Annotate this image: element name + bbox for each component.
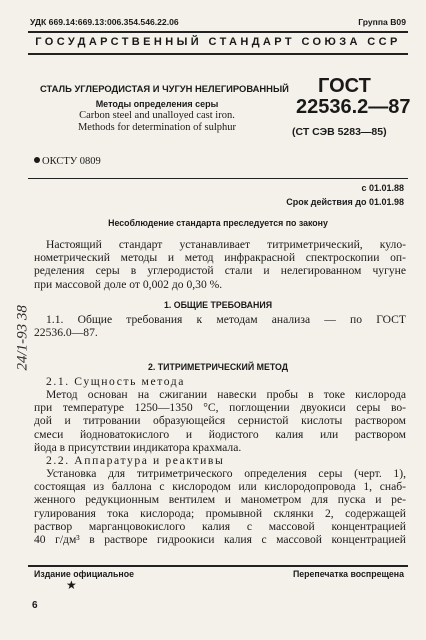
english-title-line-2: Methods for determination of sulphur: [77, 122, 237, 133]
gost-label: ГОСТ: [318, 75, 371, 97]
handwritten-margin-note: 24/1-93 38: [14, 305, 31, 371]
subsection-2-2-line: гулирования тока кислорода; промывной склянки 2, содержащей: [34, 506, 406, 520]
subsection-2-2-paragraph: [34, 467, 406, 546]
intro-line: Настоящий стандарт устанавливает титриметрический, куло-: [46, 238, 406, 251]
footer-rule: [28, 565, 408, 567]
document-subtitle: Методы определения серы: [95, 99, 219, 109]
subsection-2-1-line: смеси йодноватокислого и йодистого калия или раствором: [34, 427, 406, 441]
subsection-2-2-line: Установка для титриметрического определения серы (черт. 1),: [46, 467, 406, 480]
bullet-icon: [34, 157, 40, 163]
gost-number: 22536.2—87: [296, 96, 411, 118]
subsection-2-2-line: состоящая из баллона с кислородом или кислородопровода 1, снаб-: [34, 480, 406, 494]
okstu-code: [34, 156, 101, 167]
intro-line: при массовой доле от 0,002 до 0,30 %.: [34, 277, 223, 291]
page-number: 6: [32, 600, 38, 611]
subsection-2-2-line: 40 г/дм³ в растворе гидроокиси калия с массовой концентрацией: [34, 533, 406, 547]
intro-paragraph: [34, 238, 406, 291]
header-rule-bottom: [28, 53, 408, 55]
section-1-line: 22536.0—87.: [34, 326, 98, 340]
subsection-2-2-heading: 2.2. Аппаратура и реактивы: [46, 454, 225, 467]
subsection-2-1-line: дой и титровании образующейся сернистой кислоты раствором: [34, 414, 406, 428]
star-icon: ★: [66, 578, 77, 592]
udk-code: УДК 669.14:669.13:006.354.546.22.06: [30, 17, 179, 27]
group-code: Группа В09: [358, 17, 406, 27]
subsection-2-1-line: йода в присутствии индикатора крахмала.: [34, 440, 242, 454]
intro-line: нометрический методы и метод инфракрасной спектроскопии оп-: [34, 251, 406, 265]
header-rule-top: [28, 31, 408, 33]
section-1-paragraph: [34, 313, 406, 339]
validity-period: Срок действия до 01.01.98: [286, 197, 404, 207]
legal-warning: Несоблюдение стандарта преследуется по закону: [108, 218, 328, 228]
standard-title: ГОСУДАРСТВЕННЫЙ СТАНДАРТ СОЮЗА ССР: [35, 36, 401, 48]
subsection-2-1-line: при температуре 1250—1350 °С, поглощении двуокиси серы во-: [34, 401, 406, 415]
section-1-heading: 1. ОБЩИЕ ТРЕБОВАНИЯ: [163, 300, 273, 310]
subsection-2-1-paragraph: [34, 388, 406, 454]
intro-line: ределения серы в углеродистой стали и нелегированном чугуне: [34, 264, 406, 278]
dates-rule: [28, 178, 408, 179]
official-edition: Издание официальное: [34, 569, 134, 579]
st-sev-number: (СТ СЭВ 5283—85): [292, 126, 387, 138]
subsection-2-1-line: Метод основан на сжигании навески пробы в токе кислорода: [46, 388, 406, 401]
section-1-line: 1.1. Общие требования к методам анализа — по ГОСТ: [46, 313, 406, 326]
reprint-prohibited: Перепечатка воспрещена: [292, 569, 404, 579]
okstu-text: ОКСТУ 0809: [42, 156, 101, 167]
subsection-2-1-heading: 2.1. Сущность метода: [46, 375, 186, 388]
document-title: СТАЛЬ УГЛЕРОДИСТАЯ И ЧУГУН НЕЛЕГИРОВАННЫЙ: [40, 83, 289, 94]
effective-from: с 01.01.88: [361, 183, 404, 193]
subsection-2-2-line: женного редукционным вентилем и манометром для пуска и ре-: [34, 493, 406, 507]
subsection-2-2-line: раствор марганцовокислого калия с массовой концентрацией: [34, 519, 406, 533]
english-title-line-1: Carbon steel and unalloyed cast iron.: [79, 110, 235, 121]
section-2-heading: 2. ТИТРИМЕТРИЧЕСКИЙ МЕТОД: [147, 362, 288, 372]
